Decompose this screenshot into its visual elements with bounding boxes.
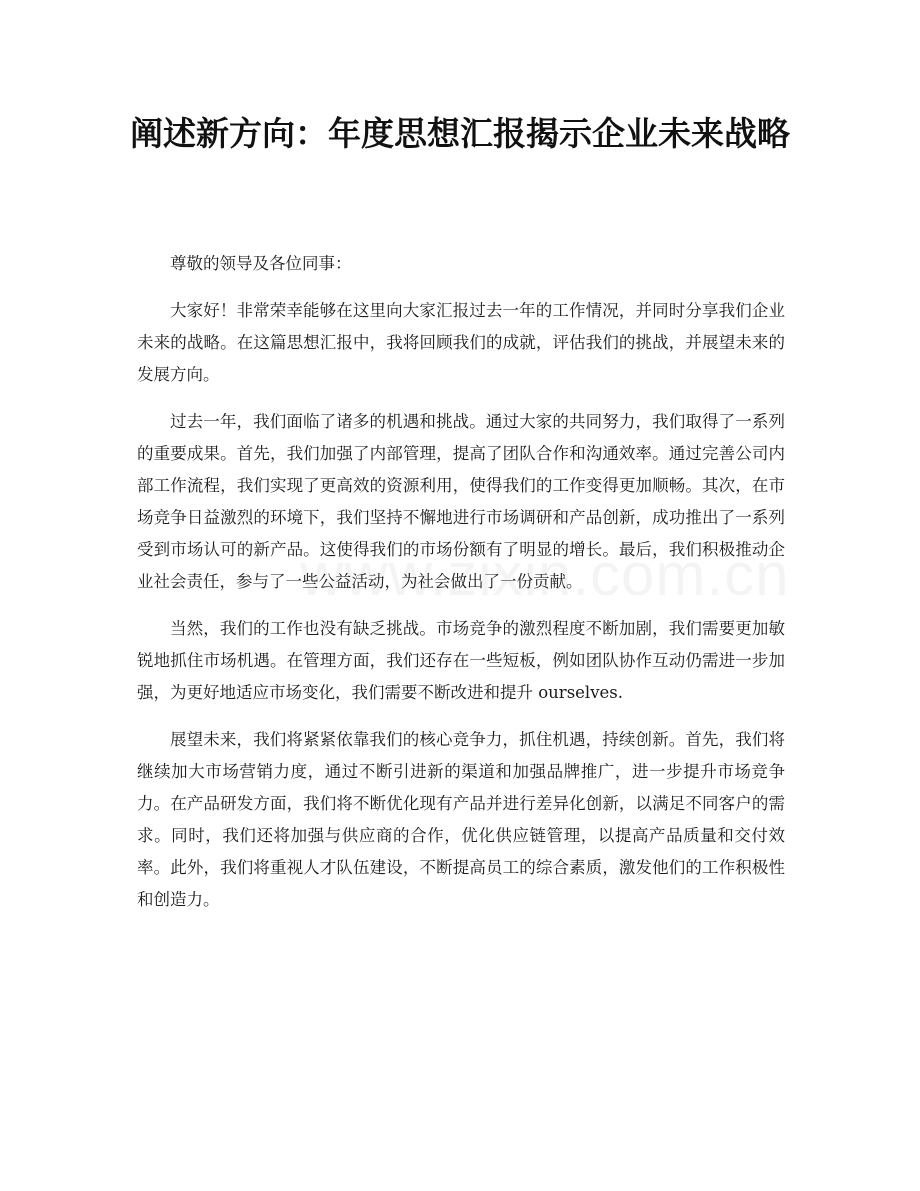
intro-paragraph: 大家好！非常荣幸能够在这里向大家汇报过去一年的工作情况，并同时分享我们企业未来的战略。在这篇思想汇报中，我将回顾我们的成就，评估我们的挑战，并展望未来的发展方向。 [137,301,785,384]
document-body [137,248,785,931]
outlook-paragraph: 展望未来，我们将紧紧依靠我们的核心竞争力，抓住机遇，持续创新。首先，我们将继续加大市场营销力度，通过不断引进新的渠道和加强品牌推广，进一步提升市场竞争力。在产品研发方面，我们将不断优化现有产品并进行差异化创新，以满足不同客户的需求。同时，我们还将加强与供应商的合作，优化供应链管理，以提高产品质量和交付效率。此外，我们将重视人才队伍建设，不断提高员工的综合素质，激发他们的工作积极性和创造力。 [137,730,785,909]
document-title: 阐述新方向：年度思想汇报揭示企业未来战略 [130,114,790,153]
achievements-paragraph: 过去一年，我们面临了诸多的机遇和挑战。通过大家的共同努力，我们取得了一系列的重要成果。首先，我们加强了内部管理，提高了团队合作和沟通效率。通过完善公司内部工作流程，我们实现了更高效的资源利用，使得我们的工作变得更加顺畅。其次，在市场竞争日益激烈的环境下，我们坚持不懈地进行市场调研和产品创新，成功推出了一系列受到市场认可的新产品。这使得我们的市场份额有了明显的增长。最后，我们积极推动企业社会责任，参与了一些公益活动，为社会做出了一份贡献。 [137,412,785,591]
challenges-paragraph: 当然，我们的工作也没有缺乏挑战。市场竞争的激烈程度不断加剧，我们需要更加敏锐地抓住市场机遇。在管理方面，我们还存在一些短板，例如团队协作互动仍需进一步加强，为更好地适应市场变化，我们需要不断改进和提升 ourselves. [137,619,785,702]
salutation-paragraph: 尊敬的领导及各位同事： [170,254,352,273]
